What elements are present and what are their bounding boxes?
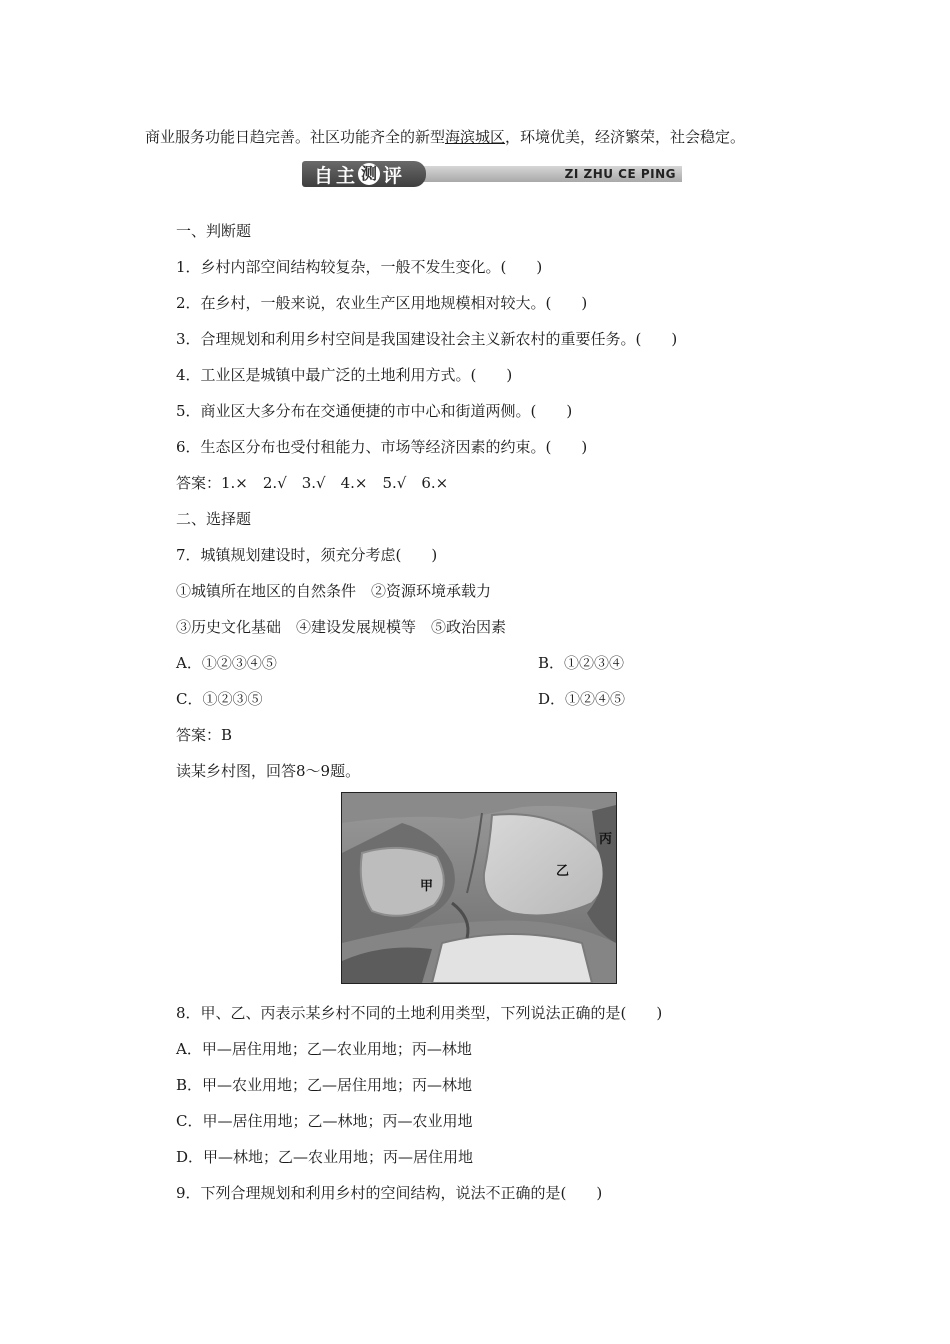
photo-label-bing: 丙: [599, 832, 613, 847]
question-2: 2．在乡村，一般来说，农业生产区用地规模相对较大。( ): [176, 294, 588, 312]
question-5: 5．商业区大多分布在交通便捷的市中心和街道两侧。( ): [176, 402, 573, 420]
question-8-stem: 8．甲、乙、丙表示某乡村不同的土地利用类型，下列说法正确的是( ): [176, 1004, 663, 1022]
question-7-stem: 7．城镇规划建设时，须充分考虑( ): [176, 546, 438, 564]
question-7-option-a: A．①②③④⑤: [176, 654, 277, 672]
question-8-option-a: A．甲—居住用地；乙—农业用地；丙—林地: [176, 1040, 472, 1058]
question-3: 3．合理规划和利用乡村空间是我国建设社会主义新农村的重要任务。( ): [176, 330, 678, 348]
section1-answer: 答案：1.× 2.√ 3.√ 4.× 5.√ 6.×: [176, 474, 449, 492]
section1-title: 一、判断题: [176, 222, 252, 240]
question-7-option-b: B．①②③④: [538, 654, 625, 672]
intro-underlined-term: 海滨城区: [445, 128, 506, 146]
section2-title: 二、选择题: [176, 510, 252, 528]
photo-label-jia: 甲: [420, 879, 434, 894]
intro-text-before: 商业服务功能日趋完善。社区功能齐全的新型: [145, 128, 446, 146]
question-7-option-c: C．①②③⑤: [176, 690, 263, 708]
question-7-conditions-1: ①城镇所在地区的自然条件 ②资源环境承载力: [176, 582, 492, 600]
question-6: 6．生态区分布也受付租能力、市场等经济因素的约束。( ): [176, 438, 588, 456]
intro-paragraph: [145, 127, 745, 147]
banner-title: [314, 162, 402, 186]
question-1: 1．乡村内部空间结构较复杂，一般不发生变化。( ): [176, 258, 543, 276]
banner-pinyin: ZI ZHU CE PING: [564, 167, 676, 181]
banner-char: 主: [336, 164, 356, 187]
banner-char: 评: [383, 164, 403, 187]
question-4: 4．工业区是城镇中最广泛的土地利用方式。( ): [176, 366, 513, 384]
question-9-stem: 9．下列合理规划和利用乡村的空间结构，说法不正确的是( ): [176, 1184, 603, 1202]
question-8-option-c: C．甲—居住用地；乙—林地；丙—农业用地: [176, 1112, 473, 1130]
question-8-option-d: D．甲—林地；乙—农业用地；丙—居住用地: [176, 1148, 474, 1166]
photo-label-yi: 乙: [556, 864, 570, 879]
village-photo-drawing: [342, 793, 616, 983]
banner-char: 自: [314, 164, 334, 187]
intro-text-after: ，环境优美，经济繁荣，社会稳定。: [505, 128, 746, 146]
question-7-answer: 答案：B: [176, 726, 233, 744]
banner-char-circled: 测: [358, 163, 380, 185]
section-banner: [302, 161, 682, 187]
question-8-option-b: B．甲—农业用地；乙—居住用地；丙—林地: [176, 1076, 473, 1094]
question-7-conditions-2: ③历史文化基础 ④建设发展规模等 ⑤政治因素: [176, 618, 507, 636]
read-instruction: 读某乡村图，回答8～9题。: [176, 762, 361, 780]
village-photo: [341, 792, 617, 984]
question-7-option-d: D．①②④⑤: [538, 690, 626, 708]
